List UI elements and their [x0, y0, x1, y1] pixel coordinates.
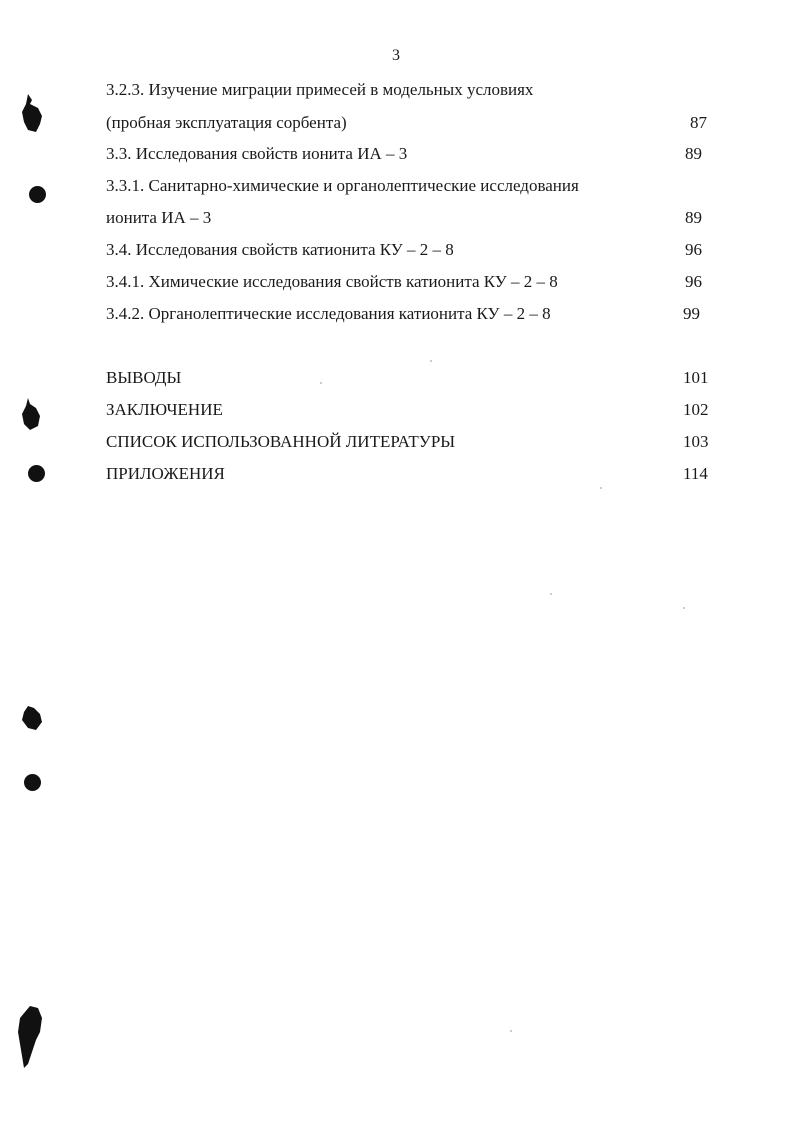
scan-speck — [510, 1030, 512, 1032]
toc-entry-text: ионита ИА – 3 — [106, 208, 212, 227]
toc-entry-text: ВЫВОДЫ — [106, 368, 182, 387]
toc-entry-page: 101 — [683, 368, 709, 387]
scan-speck — [550, 593, 552, 595]
toc-entry-page: 96 — [685, 240, 702, 259]
toc-entry-page: 89 — [685, 208, 702, 227]
toc-entry-page: 102 — [683, 400, 709, 419]
toc-entry-text: СПИСОК ИСПОЛЬЗОВАННОЙ ЛИТЕРАТУРЫ — [106, 432, 456, 451]
toc-entry-page: 87 — [690, 113, 707, 132]
scan-speck — [320, 382, 322, 384]
toc-entry-text: 3.3.1. Санитарно-химические и органолептические исследования — [106, 176, 579, 195]
binding-mark — [20, 704, 44, 732]
toc-entry-text: 3.4.1. Химические исследования свойств катионита КУ – 2 – 8 — [106, 272, 558, 291]
toc-entry-text: 3.4. Исследования свойств катионита КУ – 2 – 8 — [106, 240, 454, 259]
toc-entry-page: 89 — [685, 144, 702, 163]
punch-hole — [28, 465, 45, 482]
page-number: 3 — [392, 47, 400, 64]
binding-mark — [12, 1004, 46, 1070]
toc-entry-page: 99 — [683, 304, 700, 323]
toc-entry-text: 3.4.2. Органолептические исследования катионита КУ – 2 – 8 — [106, 304, 551, 323]
toc-entry-text: 3.2.3. Изучение миграции примесей в модельных условиях — [106, 80, 534, 99]
toc-entry-page: 114 — [683, 464, 708, 483]
punch-hole — [24, 774, 41, 791]
toc-entry-text: (пробная эксплуатация сорбента) — [106, 113, 347, 132]
toc-entry-text: 3.3. Исследования свойств ионита ИА – 3 — [106, 144, 408, 163]
scan-speck — [683, 607, 685, 609]
toc-entry-text: ПРИЛОЖЕНИЯ — [106, 464, 225, 483]
toc-entry-text: ЗАКЛЮЧЕНИЕ — [106, 400, 223, 419]
binding-mark — [18, 92, 46, 134]
scan-speck — [430, 360, 432, 362]
punch-hole — [29, 186, 46, 203]
scan-speck — [600, 487, 602, 489]
toc-entry-page: 103 — [683, 432, 709, 451]
binding-mark — [18, 396, 44, 432]
toc-entry-page: 96 — [685, 272, 702, 291]
